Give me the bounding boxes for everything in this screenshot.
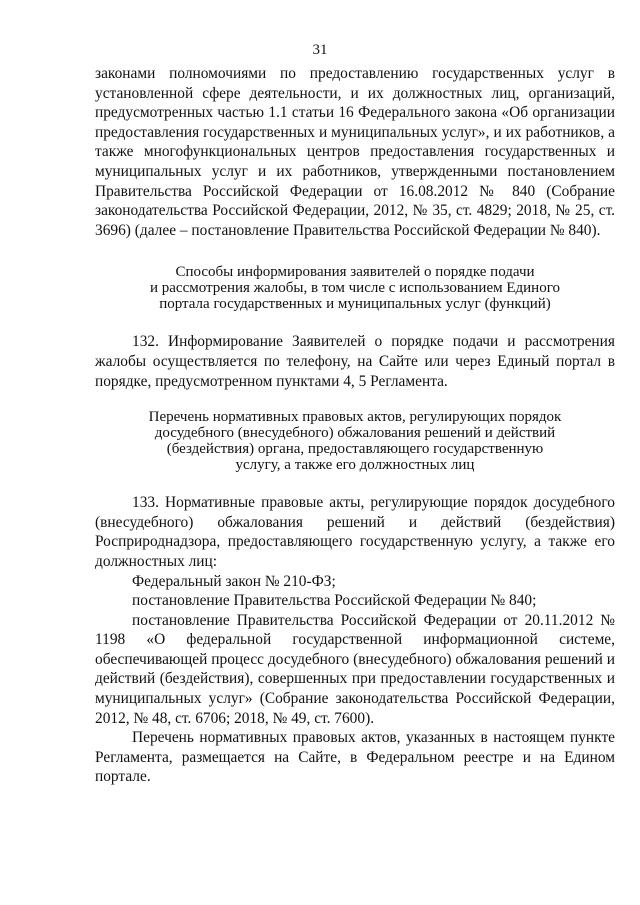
heading-line: досудебного (внесудебного) обжалования решений и действий bbox=[154, 425, 556, 442]
paragraph-final: Перечень нормативных правовых актов, указанных в настоящем пункте Регламента, размещается на Сайте, в Федеральном реестре и на Едином портале. bbox=[95, 729, 615, 786]
law-item-840: постановление Правительства Российской Федерации № 840; bbox=[132, 592, 537, 610]
page-number: 31 bbox=[312, 42, 328, 58]
law-item-210-fz: Федеральный закон № 210-ФЗ; bbox=[132, 572, 336, 590]
heading-line: портала государственных и муниципальных услуг (функций) bbox=[159, 296, 551, 313]
section-heading-legal-acts bbox=[95, 409, 615, 473]
heading-line: (бездействия) органа, предоставляющего государственную bbox=[166, 441, 544, 458]
paragraph-continuation: законами полномочиями по предоставлению государственных услуг в установленной сфере деятельности, и их должностных лиц, организаций, предусмотренных частью 1.1 статьи 16 Федерального закона «Об организации предоставления государственных и муниципальных услуг», и их работников, а также многофункциональных центров предоставления государственных и муниципальных услуг и их работников, утвержденными постановлением Правительства Российской Федерации от 16.08.2012 № 840 (Собрание законодательства Российской Федерации, 2012, № 35, ст. 4829; 2018, № 25, ст. 3696) (далее – постановление Правительства Российской Федерации № 840). bbox=[95, 65, 615, 239]
paragraph-133: 133. Нормативные правовые акты, регулирующие порядок досудебного (внесудебного) обжалования решений и действий (бездействия) Росприроднадзора, предоставляющего государственную услугу, а также его должностных лиц: bbox=[95, 494, 615, 570]
section-heading-complaint-info bbox=[95, 264, 615, 312]
heading-line: Способы информирования заявителей о порядке подачи bbox=[175, 264, 535, 281]
paragraph-132: 132. Информирование Заявителей о порядке подачи и рассмотрения жалобы осуществляется по телефону, на Сайте или через Единый портал в порядке, предусмотренном пунктами 4, 5 Регламента. bbox=[95, 333, 615, 390]
heading-line: и рассмотрения жалобы, в том числе с использованием Единого bbox=[150, 280, 560, 297]
document-body bbox=[95, 64, 615, 787]
heading-line: услугу, а также его должностных лиц bbox=[235, 457, 475, 474]
law-item-1198: постановление Правительства Российской Федерации от 20.11.2012 № 1198 «О федеральной государственной информационной системе, обеспечивающей процесс досудебного (внесудебного) обжалования решений и действий (бездействия), совершенных при предоставлении государственных и муниципальных услуг» (Собрание законодательства Российской Федерации, 2012, № 48, ст. 6706; 2018, № 49, ст. 7600). bbox=[95, 611, 615, 727]
heading-line: Перечень нормативных правовых актов, регулирующих порядок bbox=[148, 409, 562, 426]
